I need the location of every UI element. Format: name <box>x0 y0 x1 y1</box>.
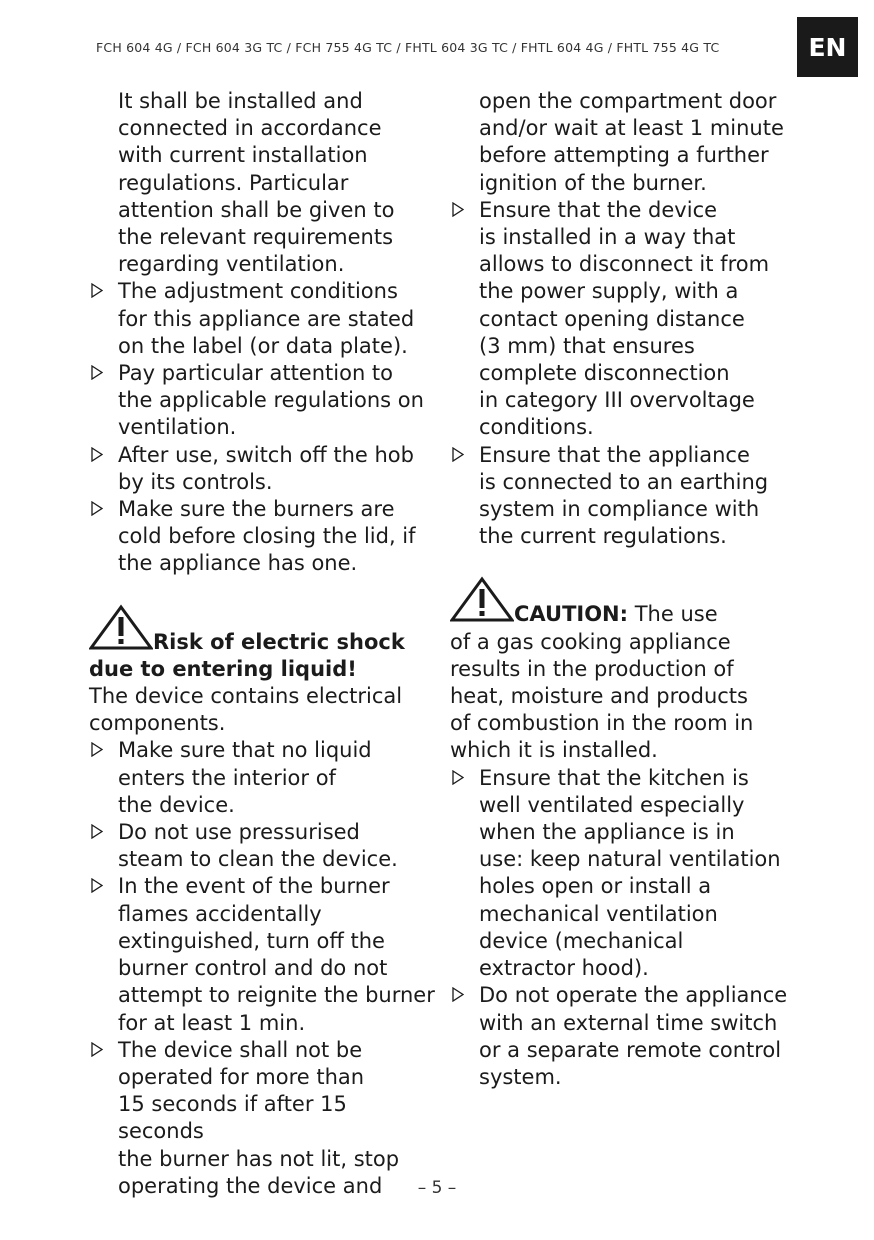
text-line: The device shall not be <box>118 1037 363 1062</box>
text-line: the relevant requirements <box>118 225 394 250</box>
caution-block <box>450 576 795 1091</box>
caution-first-text: The use <box>634 602 718 627</box>
text-line: the burner has not lit, stop <box>118 1146 400 1171</box>
text-line: on the label (or data plate). <box>118 333 408 358</box>
text-line: the current regulations. <box>479 524 727 549</box>
text-line: for this appliance are stated <box>118 306 415 331</box>
text-line: with current installation <box>118 143 368 168</box>
triangle-bullet-icon <box>91 283 103 298</box>
bullet-list-installation <box>450 197 795 551</box>
text-line: cold before closing the lid, if <box>118 524 416 549</box>
caution-label: CAUTION: <box>514 602 629 627</box>
text-line: when the appliance is in <box>479 820 735 845</box>
text-line: After use, switch off the hob <box>118 442 414 467</box>
text-line: operating the device and <box>118 1173 383 1198</box>
warning-title-line-2: due to entering liquid! <box>89 656 357 681</box>
text-line: Make sure the burners are <box>118 497 395 522</box>
text-line: enters the interior of <box>118 765 336 790</box>
header-model-list: FCH 604 4G / FCH 604 3G TC / FCH 755 4G TC / FHTL 604 3G TC / FHTL 604 4G / FHTL 755 4G TC <box>96 40 720 55</box>
bullet-item <box>89 1037 439 1200</box>
triangle-bullet-icon <box>91 365 103 380</box>
text-line: steam to clean the device. <box>118 847 398 872</box>
text-line: device (mechanical <box>479 928 684 953</box>
triangle-bullet-icon <box>91 1042 103 1057</box>
text-line: holes open or install a <box>479 874 712 899</box>
triangle-bullet-icon <box>91 742 103 757</box>
text-line: the power supply, with a <box>479 279 739 304</box>
bullet-item <box>89 737 439 819</box>
text-line: results in the production of <box>450 656 734 681</box>
text-line: burner control and do not <box>118 956 388 981</box>
text-line: regulations. Particular <box>118 170 349 195</box>
text-line: operated for more than <box>118 1064 365 1089</box>
bullet-item <box>89 442 439 496</box>
text-line: before attempting a further <box>479 143 769 168</box>
bullet-list-electric <box>89 737 439 1199</box>
text-line: Make sure that no liquid <box>118 738 372 763</box>
bullet-item <box>89 360 439 442</box>
text-line: Ensure that the device <box>479 197 718 222</box>
text-line: use: keep natural ventilation <box>479 847 781 872</box>
warning-triangle-icon <box>89 604 153 650</box>
text-line: conditions. <box>479 415 594 440</box>
text-line: flames accidentally <box>118 901 322 926</box>
text-line: mechanical ventilation <box>479 901 718 926</box>
text-line: in category III overvoltage <box>479 388 755 413</box>
text-line: components. <box>89 711 226 736</box>
text-line: is installed in a way that <box>479 225 736 250</box>
bullet-item <box>89 496 439 578</box>
text-line: heat, moisture and products <box>450 684 748 709</box>
text-line: of a gas cooking appliance <box>450 629 731 654</box>
text-line: the applicable regulations on <box>118 388 424 413</box>
text-line: the device. <box>118 792 235 817</box>
text-line: Do not use pressurised <box>118 820 360 845</box>
bullet-list-ventilation <box>450 765 795 1091</box>
text-line: Pay particular attention to <box>118 361 394 386</box>
text-line: allows to disconnect it from <box>479 252 770 277</box>
text-line: complete disconnection <box>479 361 730 386</box>
caution-heading <box>450 576 795 628</box>
triangle-bullet-icon <box>452 987 464 1002</box>
language-badge: EN <box>797 17 858 77</box>
warning-text <box>89 683 439 737</box>
text-line: contact opening distance <box>479 306 745 331</box>
text-line: ventilation. <box>118 415 237 440</box>
bullet-item <box>89 278 439 360</box>
warning-triangle-icon <box>450 576 514 622</box>
text-line: (3 mm) that ensures <box>479 333 695 358</box>
triangle-bullet-icon <box>91 447 103 462</box>
text-line: ignition of the burner. <box>479 170 707 195</box>
continuation-paragraph <box>450 88 795 197</box>
right-column <box>450 88 795 1091</box>
text-line: In the event of the burner <box>118 874 390 899</box>
text-line: well ventilated especially <box>479 792 745 817</box>
text-line: and/or wait at least 1 minute <box>479 116 784 141</box>
text-line: open the compartment door <box>479 89 777 113</box>
triangle-bullet-icon <box>91 501 103 516</box>
left-column <box>89 88 439 1200</box>
warning-title-line-1: Risk of electric shock <box>153 629 405 654</box>
bullet-item <box>450 197 795 442</box>
text-line: Do not operate the appliance <box>479 983 788 1008</box>
text-line: extinguished, turn off the <box>118 928 385 953</box>
text-line: is connected to an earthing <box>479 469 769 494</box>
bullet-item <box>89 873 439 1036</box>
text-line: Ensure that the appliance <box>479 442 750 467</box>
bullet-list-general <box>89 278 439 577</box>
text-line: The adjustment conditions <box>118 279 398 304</box>
text-line: attempt to reignite the burner <box>118 983 435 1008</box>
text-line: The device contains electrical <box>89 684 403 709</box>
triangle-bullet-icon <box>452 770 464 785</box>
text-line: connected in accordance <box>118 116 382 141</box>
text-line: regarding ventilation. <box>118 252 345 277</box>
text-line: for at least 1 min. <box>118 1010 306 1035</box>
text-line: which it is installed. <box>450 738 658 763</box>
text-line: by its controls. <box>118 469 273 494</box>
electric-shock-warning <box>89 604 439 1200</box>
text-line: or a separate remote control <box>479 1037 782 1062</box>
text-line: the appliance has one. <box>118 551 358 576</box>
bullet-item <box>450 982 795 1091</box>
text-line: attention shall be given to <box>118 197 395 222</box>
caution-text <box>450 629 795 765</box>
text-line: 15 seconds if after 15 seconds <box>118 1092 347 1144</box>
warning-heading <box>89 604 439 656</box>
text-line: of combustion in the room in <box>450 711 754 736</box>
bullet-item <box>89 819 439 873</box>
triangle-bullet-icon <box>452 447 464 462</box>
text-line: extractor hood). <box>479 956 649 981</box>
triangle-bullet-icon <box>91 824 103 839</box>
page-number: – 5 – <box>417 1178 457 1198</box>
text-line: with an external time switch <box>479 1010 778 1035</box>
text-line: Ensure that the kitchen is <box>479 765 749 790</box>
intro-paragraph <box>89 88 439 278</box>
triangle-bullet-icon <box>91 878 103 893</box>
text-line: system in compliance with <box>479 497 760 522</box>
bullet-item <box>450 765 795 983</box>
text-line: It shall be installed and <box>118 89 363 113</box>
text-line: system. <box>479 1064 562 1089</box>
triangle-bullet-icon <box>452 202 464 217</box>
bullet-item <box>450 442 795 551</box>
